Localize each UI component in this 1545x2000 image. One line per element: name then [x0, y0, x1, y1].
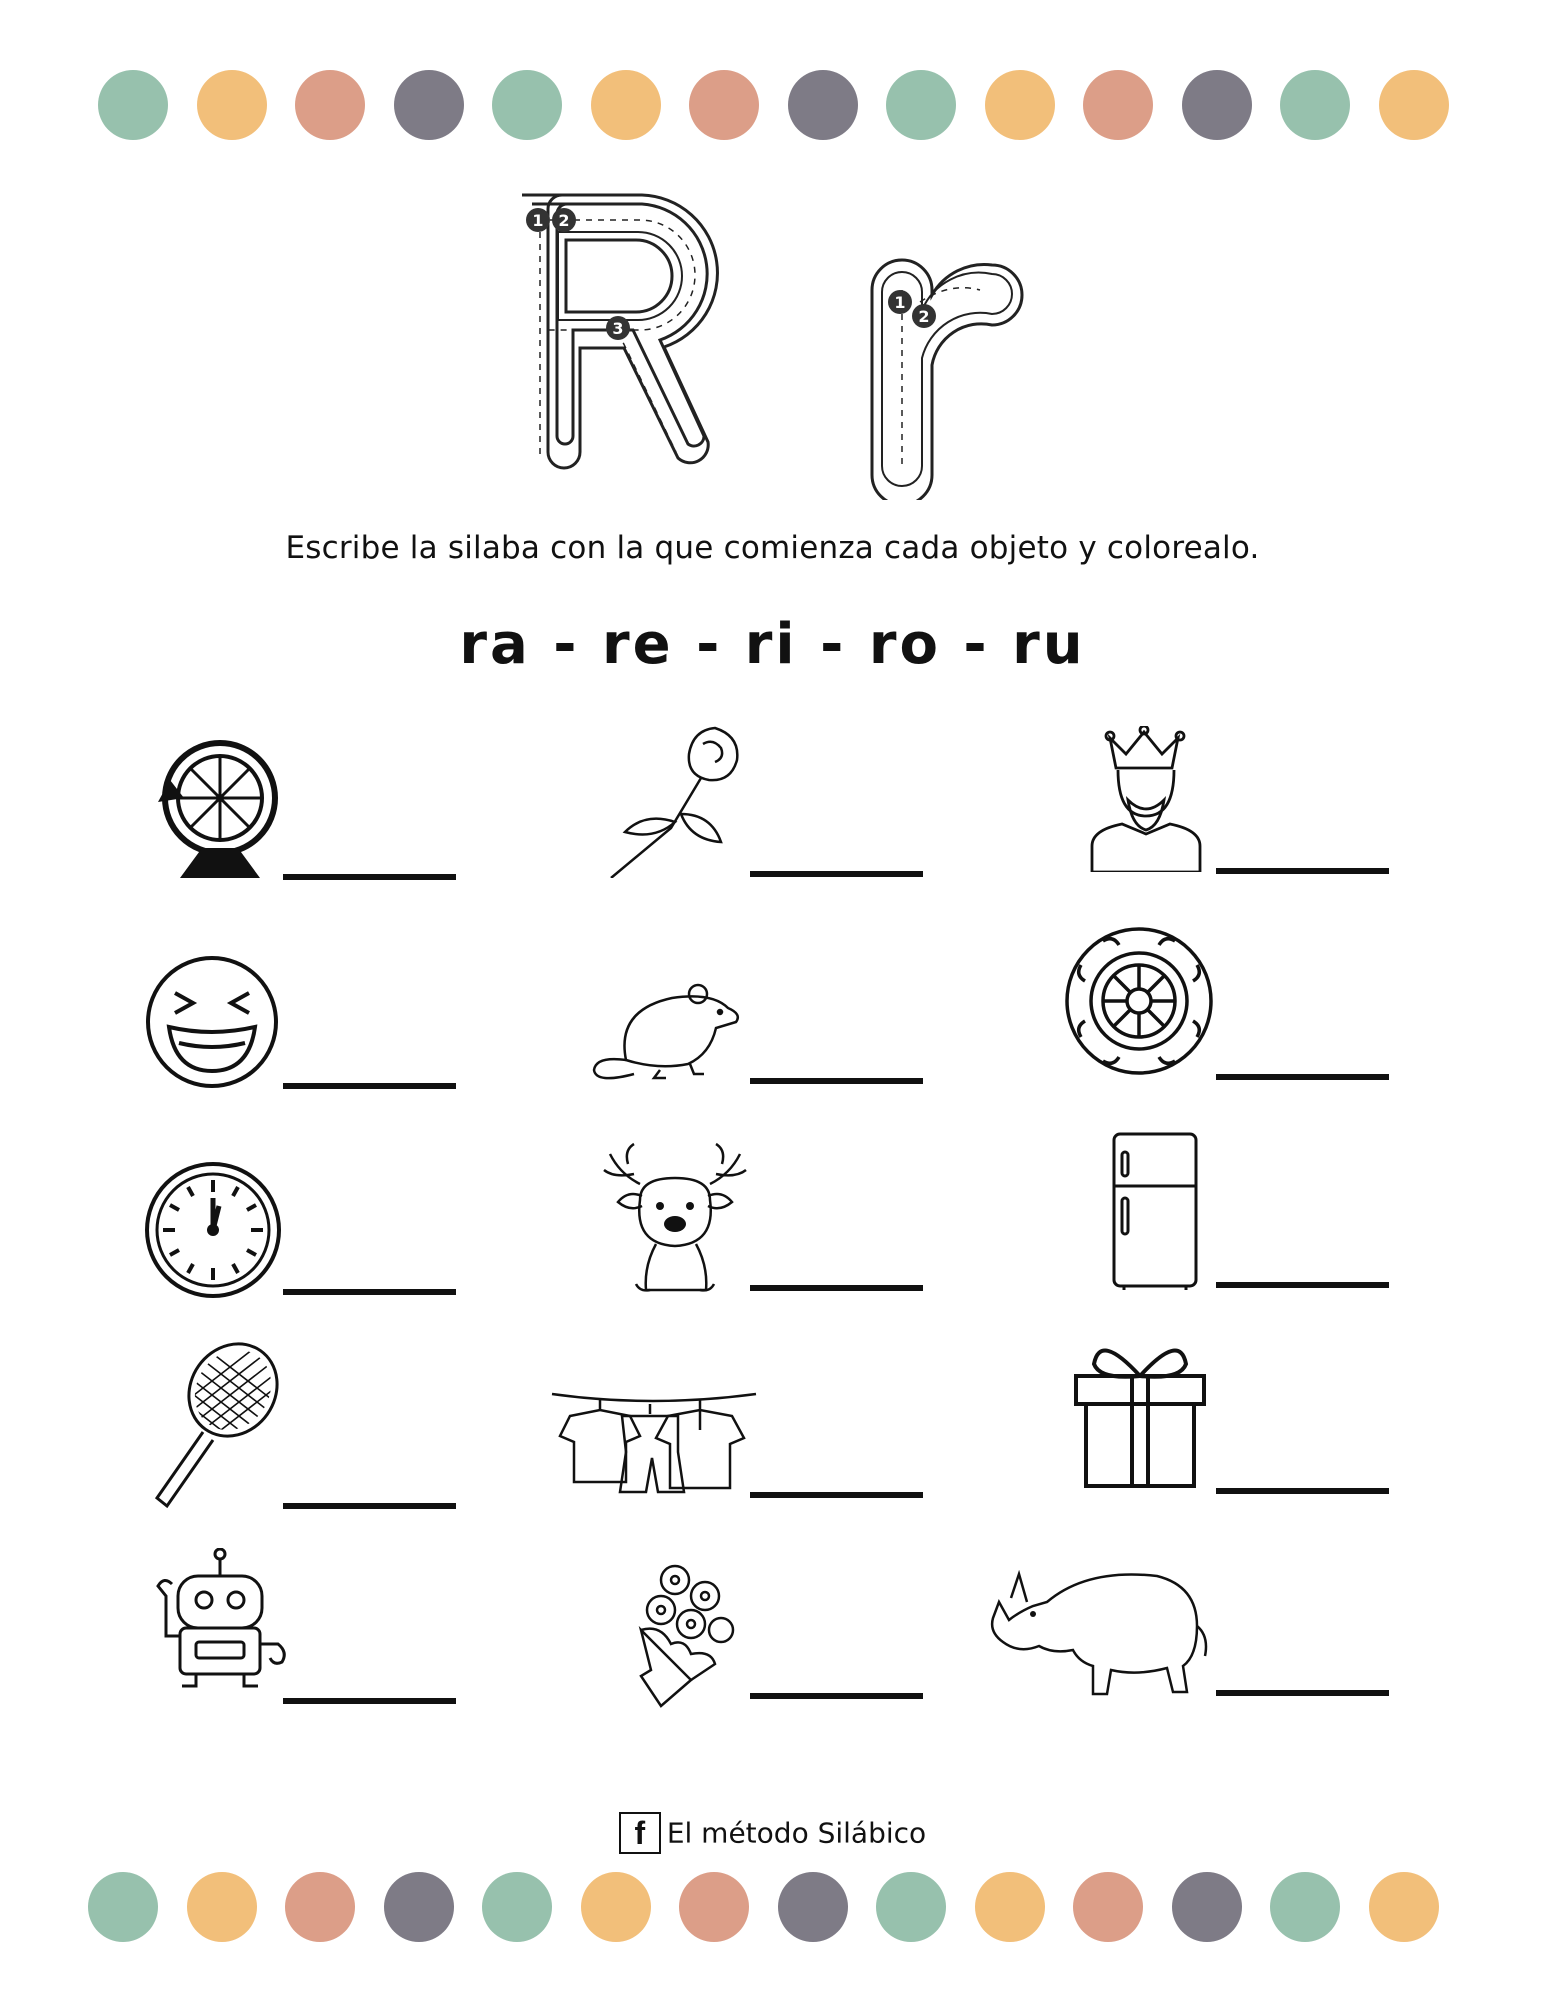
- decorative-dot: [285, 1872, 355, 1942]
- reindeer-icon: [600, 1140, 750, 1300]
- decorative-dot: [88, 1872, 158, 1942]
- rose-icon: [605, 718, 755, 878]
- decorative-dot: [98, 70, 168, 140]
- letter-tracing: [500, 180, 1040, 500]
- decorative-dot: [1270, 1872, 1340, 1942]
- answer-line[interactable]: [1216, 1282, 1389, 1288]
- robot-icon: [150, 1548, 290, 1698]
- decorative-dot: [591, 70, 661, 140]
- decorative-dot: [1379, 70, 1449, 140]
- footer-text: El método Silábico: [666, 1816, 927, 1850]
- decorative-dot: [985, 70, 1055, 140]
- decorative-dot: [1369, 1872, 1439, 1942]
- decorative-dot: [295, 70, 365, 140]
- answer-line[interactable]: [750, 1078, 923, 1084]
- clock-icon: [143, 1160, 283, 1300]
- tire-icon: [1063, 925, 1215, 1077]
- king-icon: [1088, 726, 1203, 872]
- svg-text:1: 1: [894, 293, 906, 312]
- decorative-dot: [1280, 70, 1350, 140]
- answer-line[interactable]: [1216, 1690, 1389, 1696]
- rat-icon: [590, 974, 750, 1084]
- answer-line[interactable]: [283, 874, 456, 880]
- answer-line[interactable]: [283, 1503, 456, 1509]
- decorative-dot: [788, 70, 858, 140]
- answer-line[interactable]: [1216, 1488, 1389, 1494]
- wheel-of-fortune-icon: [140, 732, 290, 882]
- answer-line[interactable]: [1216, 1074, 1389, 1080]
- answer-line[interactable]: [750, 1492, 923, 1498]
- answer-line[interactable]: [750, 1285, 923, 1291]
- decorative-dot: [689, 70, 759, 140]
- decorative-dot: [975, 1872, 1045, 1942]
- decorative-dot: [187, 1872, 257, 1942]
- answer-line[interactable]: [750, 871, 923, 877]
- decorative-dot: [1073, 1872, 1143, 1942]
- decorative-dot: [876, 1872, 946, 1942]
- decorative-dot: [1172, 1872, 1242, 1942]
- svg-text:2: 2: [918, 307, 930, 326]
- svg-text:3: 3: [612, 319, 624, 338]
- rhino-icon: [985, 1570, 1210, 1700]
- answer-line[interactable]: [283, 1083, 456, 1089]
- decorative-dot: [778, 1872, 848, 1942]
- answer-line[interactable]: [283, 1698, 456, 1704]
- bottom-dot-border: [0, 1872, 1545, 1952]
- bouquet-icon: [605, 1560, 755, 1710]
- facebook-icon[interactable]: f: [619, 1812, 661, 1854]
- footer: [0, 1812, 1545, 1854]
- answer-line[interactable]: [283, 1289, 456, 1295]
- laughing-face-icon: [143, 953, 281, 1091]
- decorative-dot: [1182, 70, 1252, 140]
- clothes-line-icon: [550, 1388, 760, 1508]
- syllables-row: ra - re - ri - ro - ru: [459, 612, 1086, 677]
- decorative-dot: [197, 70, 267, 140]
- top-dot-border: [0, 70, 1545, 150]
- decorative-dot: [492, 70, 562, 140]
- answer-line[interactable]: [1216, 868, 1389, 874]
- decorative-dot: [581, 1872, 651, 1942]
- racket-icon: [145, 1340, 285, 1510]
- decorative-dot: [679, 1872, 749, 1942]
- decorative-dot: [886, 70, 956, 140]
- gift-icon: [1072, 1334, 1208, 1490]
- answer-line[interactable]: [750, 1693, 923, 1699]
- svg-text:2: 2: [558, 211, 570, 230]
- instruction-text: Escribe la silaba con la que comienza cada objeto y colorealo.: [285, 530, 1260, 566]
- decorative-dot: [394, 70, 464, 140]
- decorative-dot: [482, 1872, 552, 1942]
- decorative-dot: [1083, 70, 1153, 140]
- refrigerator-icon: [1110, 1130, 1200, 1290]
- decorative-dot: [384, 1872, 454, 1942]
- svg-text:1: 1: [532, 211, 544, 230]
